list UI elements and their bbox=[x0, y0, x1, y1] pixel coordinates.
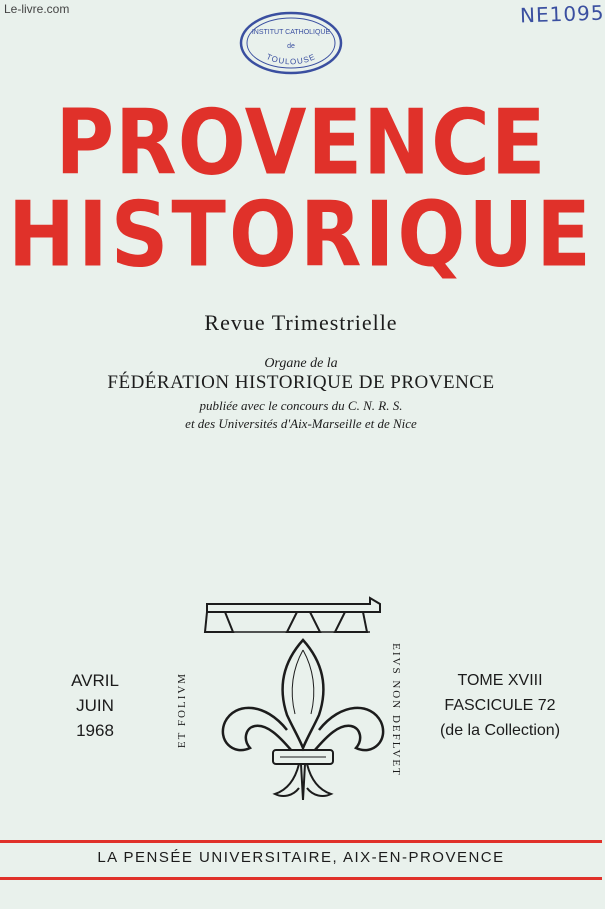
fascicule-number: FASCICULE 72 bbox=[444, 697, 556, 714]
universities-note: et des Universités d'Aix-Marseille et de Nice bbox=[185, 416, 417, 431]
watermark-text: Le-livre.com bbox=[4, 2, 70, 16]
fleur-de-lis-emblem bbox=[176, 590, 415, 815]
motto-left: ET FOLIVM bbox=[176, 671, 188, 749]
svg-text:TOULOUSE bbox=[265, 52, 317, 66]
issue-month2: JUIN bbox=[76, 696, 114, 715]
stamp-line2: de bbox=[287, 43, 295, 50]
stamp-line1: INSTITUT CATHOLIQUE bbox=[251, 29, 331, 36]
publisher-name: LA PENSÉE UNIVERSITAIRE, AIX-EN-PROVENCE bbox=[97, 849, 505, 866]
bottom-rule bbox=[0, 877, 602, 880]
motto-right: EIVS NON DEFLVET bbox=[390, 643, 402, 777]
stamp-line3: TOULOUSE bbox=[264, 52, 318, 67]
issue-date bbox=[55, 668, 135, 743]
federation-name: FÉDÉRATION HISTORIQUE DE PROVENCE bbox=[107, 372, 495, 393]
volume-info bbox=[420, 668, 580, 743]
tome-number: TOME XVIII bbox=[457, 672, 543, 689]
issue-year: 1968 bbox=[76, 721, 114, 740]
handwritten-code: NE1095 bbox=[519, 0, 605, 28]
top-rule bbox=[0, 840, 602, 843]
organe-text: Organe de la bbox=[264, 356, 338, 371]
library-stamp bbox=[238, 10, 344, 76]
publication-note: publiée avec le concours du C. N. R. S. bbox=[199, 398, 403, 413]
title-line1: PROVENCE bbox=[55, 90, 547, 195]
issue-month1: AVRIL bbox=[71, 671, 119, 690]
subtitle: Revue Trimestrielle bbox=[204, 310, 398, 335]
title-line2: HISTORIQUE bbox=[8, 182, 594, 287]
collection-note: (de la Collection) bbox=[439, 722, 561, 739]
